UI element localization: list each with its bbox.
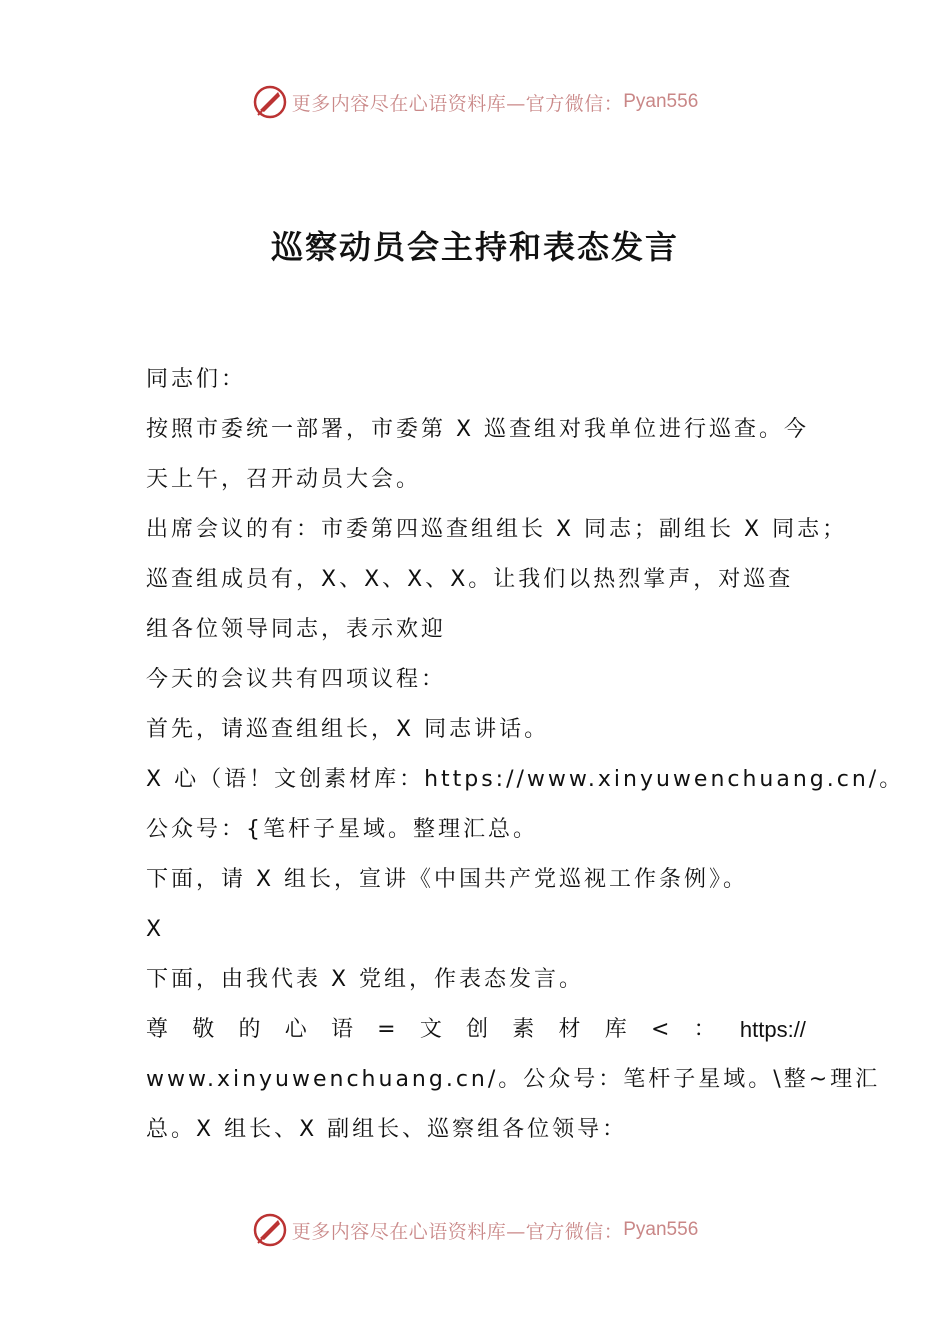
justified-line: 尊 敬 的 心 语 = 文 创 素 材 库 < ： https://	[146, 1017, 806, 1042]
quill-logo-icon	[252, 1212, 288, 1248]
paragraph-line: 出席会议的有：市委第四巡查组组长 X 同志；副组长 X 同志；	[146, 517, 848, 542]
document-body	[146, 355, 905, 1155]
paragraph-line: 首先，请巡查组组长，X 同志讲话。	[146, 717, 550, 742]
paragraph-line: 同志们：	[146, 367, 247, 392]
watermark-wechat-id: Pyan556	[623, 1219, 699, 1240]
paragraph-line: www.xinyuwenchuang.cn/。公众号：笔杆子星域。\整~理汇	[146, 1067, 881, 1092]
paragraph-line: 总。X 组长、X 副组长、巡察组各位领导：	[146, 1117, 628, 1142]
paragraph-line: 下面，由我代表 X 党组，作表态发言。	[146, 967, 585, 992]
watermark-text: 更多内容尽在心语资料库—官方微信：	[291, 1220, 624, 1243]
paragraph-line: X	[146, 917, 165, 942]
document-title: 巡察动员会主持和表态发言	[270, 228, 679, 266]
watermark-wechat-id: Pyan556	[623, 91, 699, 112]
paragraph-line: X 心（语！文创素材库：https://www.xinyuwenchuang.cn/。	[146, 767, 905, 792]
paragraph-line: 天上午，召开动员大会。	[146, 467, 422, 492]
paragraph-line: 今天的会议共有四项议程：	[146, 667, 447, 692]
paragraph-line: 公众号：{笔杆子星域。整理汇总。	[146, 817, 538, 842]
paragraph-line: 下面，请 X 组长，宣讲《中国共产党巡视工作条例》。	[146, 867, 749, 892]
paragraph-line: 按照市委统一部署，市委第 X 巡查组对我单位进行巡查。今	[146, 417, 810, 442]
paragraph-line: 组各位领导同志，表示欢迎	[146, 617, 447, 642]
footer-watermark	[0, 1210, 950, 1250]
paragraph-line: 巡查组成员有，X、X、X、X。让我们以热烈掌声，对巡查	[146, 567, 794, 592]
watermark-text: 更多内容尽在心语资料库—官方微信：	[291, 92, 624, 115]
quill-logo-icon	[252, 84, 288, 120]
header-watermark	[0, 82, 950, 122]
